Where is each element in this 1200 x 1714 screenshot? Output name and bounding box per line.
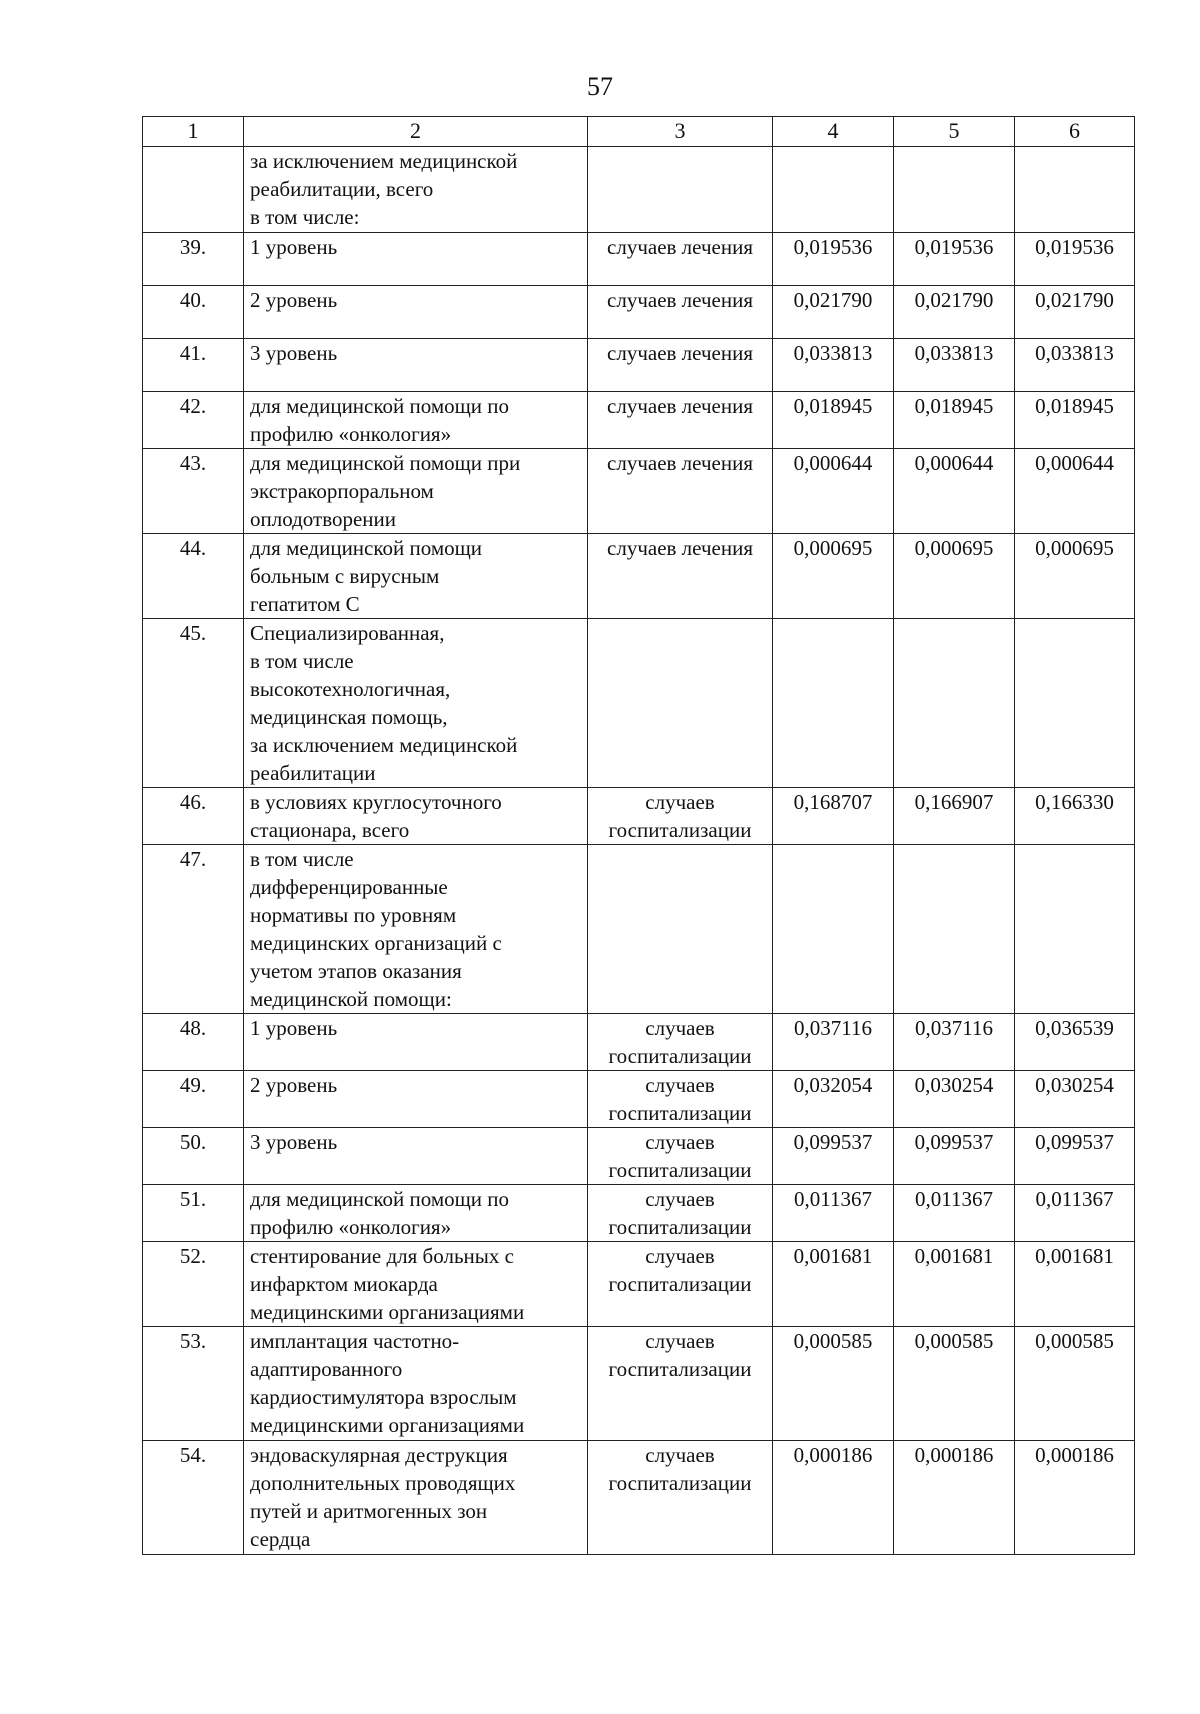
row-unit: случаев госпитализации [588,1242,773,1327]
row-value-col4: 0,019536 [773,233,894,286]
row-unit: случаев лечения [588,534,773,619]
row-value-col4: 0,000695 [773,534,894,619]
row-value-col5 [894,845,1015,1014]
row-value-col6: 0,019536 [1015,233,1135,286]
row-value-col4: 0,037116 [773,1014,894,1071]
table-header-row [143,117,1135,147]
row-description: для медицинской помощи при экстракорпоральном оплодотворении [244,449,588,534]
row-value-col6 [1015,845,1135,1014]
row-number: 45. [143,619,244,788]
table-row [143,1441,1135,1555]
table-row [143,339,1135,392]
row-value-col6 [1015,619,1135,788]
row-value-col4: 0,001681 [773,1242,894,1327]
row-description: 1 уровень [244,233,588,286]
row-number: 39. [143,233,244,286]
row-unit [588,619,773,788]
row-value-col4: 0,099537 [773,1128,894,1185]
row-unit: случаев лечения [588,233,773,286]
row-number: 48. [143,1014,244,1071]
row-unit: случаев госпитализации [588,1014,773,1071]
row-number: 40. [143,286,244,339]
row-value-col4: 0,021790 [773,286,894,339]
row-description: 3 уровень [244,339,588,392]
row-value-col5: 0,000585 [894,1327,1015,1441]
table-row [143,286,1135,339]
row-value-col5: 0,000695 [894,534,1015,619]
row-number: 47. [143,845,244,1014]
row-value-col5: 0,018945 [894,392,1015,449]
row-description: в условиях круглосуточного стационара, всего [244,788,588,845]
header-cell-6: 6 [1015,117,1135,147]
row-description: за исключением медицинской реабилитации, всего в том числе: [244,147,588,233]
row-value-col4: 0,000585 [773,1327,894,1441]
header-cell-2: 2 [244,117,588,147]
row-number: 52. [143,1242,244,1327]
table-row [143,1327,1135,1441]
row-value-col6: 0,000585 [1015,1327,1135,1441]
row-unit: случаев госпитализации [588,1185,773,1242]
row-value-col5: 0,099537 [894,1128,1015,1185]
row-description: эндоваскулярная деструкция дополнительных проводящих путей и аритмогенных зон сердца [244,1441,588,1555]
row-description: стентирование для больных с инфарктом миокарда медицинскими организациями [244,1242,588,1327]
row-unit [588,147,773,233]
row-value-col6: 0,011367 [1015,1185,1135,1242]
row-number: 42. [143,392,244,449]
row-number: 51. [143,1185,244,1242]
row-unit [588,845,773,1014]
row-value-col6 [1015,147,1135,233]
row-description: 2 уровень [244,286,588,339]
row-number: 54. [143,1441,244,1555]
row-value-col5: 0,000644 [894,449,1015,534]
row-number [143,147,244,233]
row-value-col4 [773,619,894,788]
page-number: 57 [587,72,613,101]
row-value-col4: 0,018945 [773,392,894,449]
row-value-col4: 0,000644 [773,449,894,534]
row-description: для медицинской помощи по профилю «онкология» [244,1185,588,1242]
header-cell-5: 5 [894,117,1015,147]
row-value-col6: 0,018945 [1015,392,1135,449]
row-value-col6: 0,000644 [1015,449,1135,534]
table-row [143,1014,1135,1071]
table-row [143,1128,1135,1185]
row-description: 3 уровень [244,1128,588,1185]
row-value-col4 [773,845,894,1014]
row-unit: случаев госпитализации [588,1327,773,1441]
row-value-col4: 0,000186 [773,1441,894,1555]
table-row [143,788,1135,845]
row-unit: случаев госпитализации [588,1128,773,1185]
table-row [143,1185,1135,1242]
table-row [143,147,1135,233]
row-description: 2 уровень [244,1071,588,1128]
row-value-col4: 0,168707 [773,788,894,845]
table-row [143,449,1135,534]
row-unit: случаев лечения [588,339,773,392]
table-row [143,1242,1135,1327]
table-row [143,619,1135,788]
row-value-col5: 0,166907 [894,788,1015,845]
row-value-col4: 0,033813 [773,339,894,392]
row-description: в том числе дифференцированные нормативы по уровням медицинских организаций с учетом этапов оказания медицинской помощи: [244,845,588,1014]
header-cell-3: 3 [588,117,773,147]
table-row [143,233,1135,286]
row-unit: случаев лечения [588,392,773,449]
row-value-col5: 0,033813 [894,339,1015,392]
row-value-col6: 0,033813 [1015,339,1135,392]
row-value-col4: 0,011367 [773,1185,894,1242]
row-value-col6: 0,099537 [1015,1128,1135,1185]
row-value-col6: 0,000695 [1015,534,1135,619]
norms-table [142,116,1135,1555]
row-value-col6: 0,000186 [1015,1441,1135,1555]
table-row [143,1071,1135,1128]
row-value-col6: 0,001681 [1015,1242,1135,1327]
row-description: 1 уровень [244,1014,588,1071]
row-unit: случаев лечения [588,449,773,534]
row-value-col5: 0,011367 [894,1185,1015,1242]
row-value-col5: 0,000186 [894,1441,1015,1555]
row-value-col6: 0,030254 [1015,1071,1135,1128]
row-description: Специализированная, в том числе высокотехнологичная, медицинская помощь, за исключением медицинской реабилитации [244,619,588,788]
row-value-col6: 0,036539 [1015,1014,1135,1071]
row-number: 44. [143,534,244,619]
row-number: 49. [143,1071,244,1128]
row-description: для медицинской помощи по профилю «онкология» [244,392,588,449]
row-value-col5 [894,147,1015,233]
row-value-col5: 0,019536 [894,233,1015,286]
row-value-col6: 0,166330 [1015,788,1135,845]
row-value-col5: 0,001681 [894,1242,1015,1327]
row-description: для медицинской помощи больным с вирусным гепатитом С [244,534,588,619]
row-value-col5: 0,037116 [894,1014,1015,1071]
row-value-col5: 0,030254 [894,1071,1015,1128]
row-number: 43. [143,449,244,534]
row-unit: случаев госпитализации [588,788,773,845]
table-row [143,392,1135,449]
row-number: 50. [143,1128,244,1185]
row-value-col5: 0,021790 [894,286,1015,339]
row-value-col5 [894,619,1015,788]
row-description: имплантация частотно- адаптированного кардиостимулятора взрослым медицинскими организациями [244,1327,588,1441]
row-number: 46. [143,788,244,845]
header-cell-1: 1 [143,117,244,147]
row-value-col4 [773,147,894,233]
row-unit: случаев госпитализации [588,1071,773,1128]
row-number: 41. [143,339,244,392]
row-unit: случаев лечения [588,286,773,339]
table-row [143,534,1135,619]
row-value-col6: 0,021790 [1015,286,1135,339]
row-number: 53. [143,1327,244,1441]
row-unit: случаев госпитализации [588,1441,773,1555]
header-cell-4: 4 [773,117,894,147]
row-value-col4: 0,032054 [773,1071,894,1128]
table-row [143,845,1135,1014]
